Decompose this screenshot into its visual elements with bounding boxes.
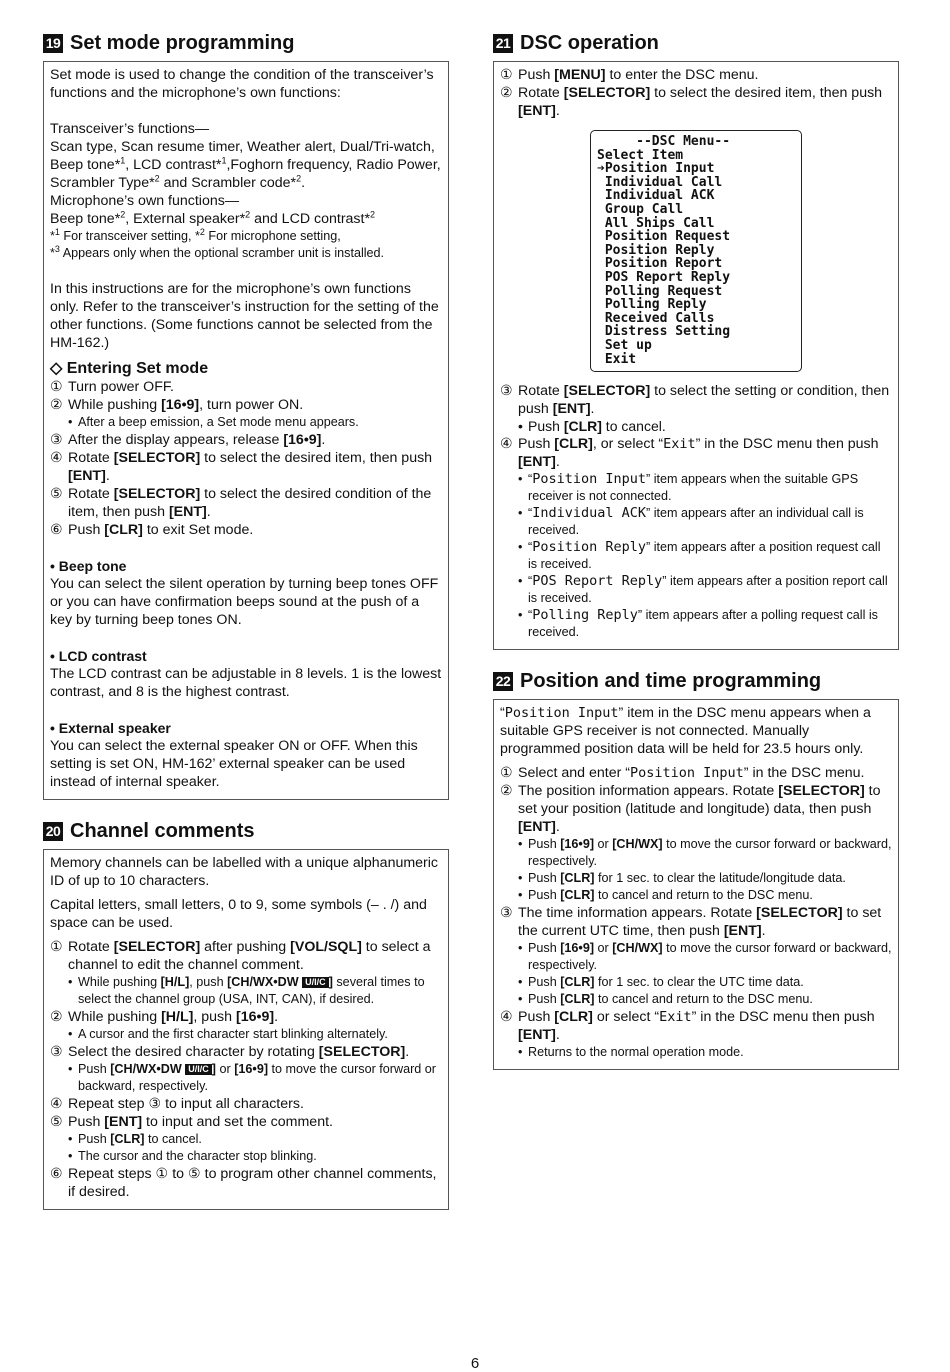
lcd-menu-line: POS Report Reply — [597, 269, 731, 285]
section-22-box — [493, 699, 899, 1070]
lcd-menu-line: Polling Request — [597, 283, 723, 299]
step: ② The position information appears. Rotate [SELECTOR] to set your position (latitude and longitude) data, then push [ENT]. — [500, 783, 881, 835]
step-note: • “Polling Reply” item appears after a polling request call is received. — [518, 607, 878, 639]
step: ② While pushing [16•9], turn power ON. — [50, 397, 304, 413]
paragraph: Capital letters, small letters, 0 to 9, some symbols (– . /) and space can be used. — [50, 897, 427, 931]
section-title: DSC operation — [520, 32, 659, 54]
step: ④ Push [CLR], or select “Exit” in the DSC menu then push [ENT]. — [500, 436, 879, 470]
step: ① Select and enter “Position Input” in the DSC menu. — [500, 765, 865, 781]
step-note: • Push [CLR] to cancel. — [68, 1132, 202, 1146]
lcd-menu-line: ➔Position Input — [597, 161, 715, 177]
step: ⑤ Rotate [SELECTOR] to select the desired condition of the item, then push [ENT]. — [50, 486, 432, 520]
section-20-header — [43, 820, 449, 843]
step: ④ Repeat step ③ to input all characters. — [50, 1096, 304, 1112]
step: ② While pushing [H/L], push [16•9]. — [50, 1009, 279, 1025]
paragraph: Memory channels can be labelled with a unique alphanumeric ID of up to 10 characters. — [50, 855, 439, 889]
step-note: • Push [CLR] for 1 sec. to clear the latitude/longitude data. — [518, 871, 846, 885]
lcd-menu-line: Position Reply — [597, 242, 715, 258]
step: ④ Rotate [SELECTOR] to select the desired item, then push [ENT]. — [50, 450, 433, 484]
step: ⑥ Push [CLR] to exit Set mode. — [50, 522, 254, 538]
step-note: • Push [16•9] or [CH/WX] to move the cursor forward or backward, respectively. — [518, 837, 892, 868]
step-note: • “POS Report Reply” item appears after a position report call is received. — [518, 573, 888, 605]
step-note: • Push [CLR] for 1 sec. to clear the UTC time data. — [518, 975, 804, 989]
lcd-menu-line: Group Call — [597, 201, 684, 217]
uic-tag: U/I/C — [185, 1064, 212, 1075]
lcd-menu-line: --DSC Menu-- — [597, 134, 731, 149]
step-note: • “Position Input” item appears when the suitable GPS receiver is not connected. — [518, 471, 859, 503]
step: ① Turn power OFF. — [50, 379, 174, 395]
step-note: • After a beep emission, a Set mode menu appears. — [68, 415, 359, 429]
paragraph: Transceiver’s functions— — [50, 121, 210, 137]
lcd-menu-line: Exit — [597, 351, 637, 367]
step: ③ The time information appears. Rotate [SELECTOR] to set the current UTC time, then push [ENT]. — [500, 905, 882, 939]
step-note: • Push [CLR] to cancel. — [518, 418, 666, 434]
lcd-menu-line: Polling Reply — [597, 297, 707, 313]
step-note: • Push [CLR] to cancel and return to the DSC menu. — [518, 992, 813, 1006]
lcd-menu-line: Received Calls — [597, 310, 715, 326]
subheading: ◇ Entering Set mode — [50, 360, 209, 377]
section-number: 22 — [493, 672, 513, 691]
step-note: • “Individual ACK” item appears after an individual call is received. — [518, 505, 864, 537]
section-number: 19 — [43, 34, 63, 53]
section-number: 21 — [493, 34, 513, 53]
step: ④ Push [CLR] or select “Exit” in the DSC menu then push [ENT]. — [500, 1009, 875, 1043]
step-note: • Push [CH/WX•DW U/I/C ] or [16•9] to move the cursor forward or backward, respectively. — [68, 1062, 436, 1093]
step: ③ Select the desired character by rotating [SELECTOR]. — [50, 1044, 410, 1060]
footnote: *$^3$ Appears only when the optional scramber unit is installed. — [50, 243, 385, 260]
step-note: • The cursor and the character stop blinking. — [68, 1149, 317, 1163]
step-note: • A cursor and the first character start blinking alternately. — [68, 1027, 388, 1041]
paragraph: Set mode is used to change the condition of the transceiver’s functions and the microphone’s own functions: — [50, 67, 434, 101]
section-title: Set mode programming — [70, 32, 295, 54]
left-column — [43, 32, 449, 1210]
paragraph: Microphone’s own functions— — [50, 193, 240, 209]
step: ① Push [MENU] to enter the DSC menu. — [500, 67, 759, 83]
step-note: • While pushing [H/L], push [CH/WX•DW U/I/C ] several times to select the channel group (USA, INT, CAN), if desired. — [68, 975, 425, 1006]
transceiver-functions: Scan type, Scan resume timer, Weather alert, Dual/Tri-watch, Beep tone*$^1$, LCD contrast*$^1$,Foghorn frequency, Radio Power, Scrambler Type*$^2$ and Scrambler code*$^2$. — [50, 139, 441, 191]
section-19-box — [43, 61, 449, 800]
right-column — [493, 32, 899, 1070]
step: ⑤ Push [ENT] to input and set the comment. — [50, 1114, 333, 1130]
section-title: Position and time programming — [520, 670, 822, 692]
step: ③ After the display appears, release [16•9]. — [50, 432, 326, 448]
lcd-menu-line: Distress Setting — [597, 324, 731, 340]
item-heading: • LCD contrast — [50, 648, 147, 664]
page-number: 6 — [470, 1355, 480, 1372]
step-note: • “Position Reply” item appears after a position request call is received. — [518, 539, 881, 571]
section-21-header — [493, 32, 899, 55]
footnote: *$^1$ For transceiver setting, *$^2$ For microphone setting, — [50, 226, 341, 243]
step-note: • Push [CLR] to cancel and return to the DSC menu. — [518, 888, 813, 902]
paragraph: In this instructions are for the microphone’s own functions only. Refer to the transceiver’s instruction for the setting of the other functions. (Some functions cannot be selected from the HM-162.) — [50, 281, 439, 351]
section-21-box — [493, 61, 899, 650]
lcd-menu-line: Select Item — [597, 147, 684, 163]
step-note: • Returns to the normal operation mode. — [518, 1045, 744, 1059]
item-heading: • External speaker — [50, 720, 171, 736]
paragraph: You can select the silent operation by turning beep tones OFF or you can have confirmation beeps sound at the push of a key by turning beep tones ON. — [50, 576, 439, 628]
item-heading: • Beep tone — [50, 558, 127, 574]
section-number: 20 — [43, 822, 63, 841]
paragraph: “Position Input” item in the DSC menu appears when a suitable GPS receiver is not connected. Manually programmed position data will be held for 23.5 hours only. — [500, 705, 871, 757]
section-22-header — [493, 670, 899, 693]
section-title: Channel comments — [70, 820, 255, 842]
lcd-menu-line: Individual Call — [597, 174, 723, 190]
lcd-menu-line: Individual ACK — [597, 188, 715, 204]
paragraph: The LCD contrast can be adjustable in 8 levels. 1 is the lowest contrast, and 8 is the highest contrast. — [50, 666, 442, 700]
lcd-menu-line: Position Request — [597, 229, 731, 245]
step-note: • Push [16•9] or [CH/WX] to move the cursor forward or backward, respectively. — [518, 941, 892, 972]
lcd-menu-line: All Ships Call — [597, 215, 715, 231]
paragraph: You can select the external speaker ON or OFF. When this setting is set ON, HM-162’ external speaker can be used instead of internal speaker. — [50, 738, 418, 790]
section-19-header — [43, 32, 449, 55]
step: ③ Rotate [SELECTOR] to select the setting or condition, then push [ENT]. — [500, 383, 890, 417]
dsc-menu-lcd — [590, 130, 802, 372]
lcd-menu-line: Set up — [597, 337, 652, 353]
step: ⑥ Repeat steps ① to ⑤ to program other channel comments, if desired. — [50, 1166, 437, 1200]
microphone-functions: Beep tone*$^2$, External speaker*$^2$ and LCD contrast*$^2$ — [50, 209, 376, 227]
step: ① Rotate [SELECTOR] after pushing [VOL/SQL] to select a channel to edit the channel comment. — [50, 939, 431, 973]
uic-tag: U/I/C — [302, 977, 329, 988]
lcd-menu-line: Position Report — [597, 256, 723, 272]
section-20-box — [43, 849, 449, 1210]
step: ② Rotate [SELECTOR] to select the desired item, then push [ENT]. — [500, 85, 883, 119]
